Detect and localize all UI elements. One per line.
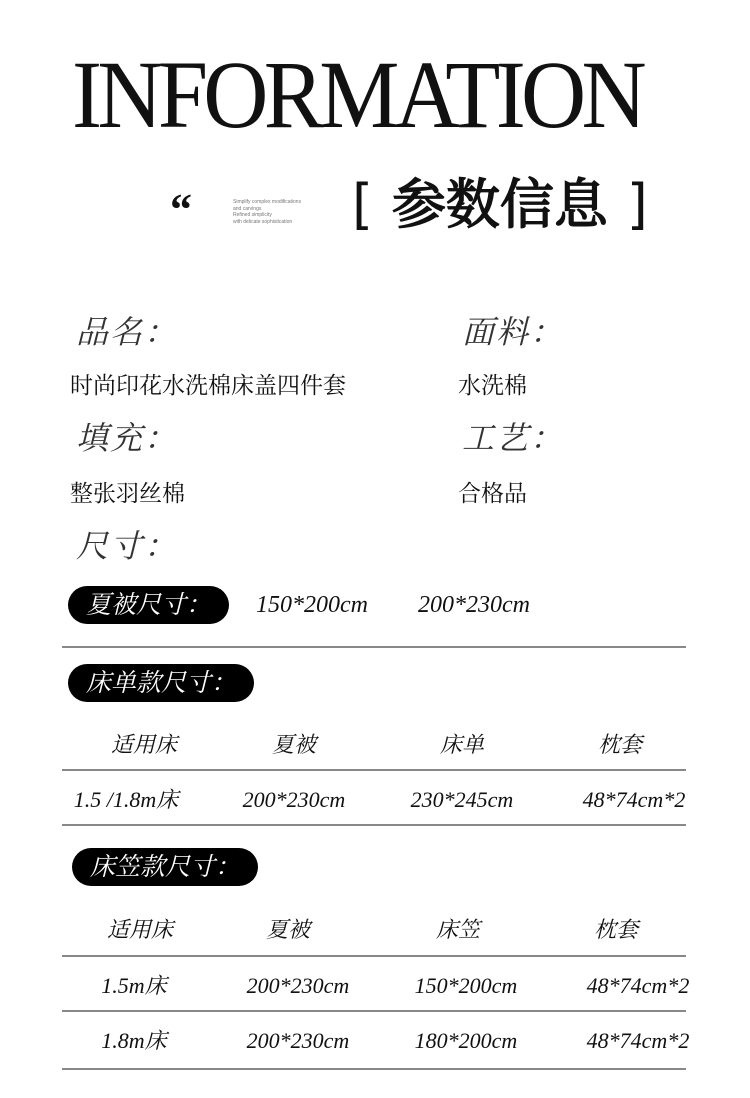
summer-quilt-size: 150*200cm (256, 592, 368, 618)
table-header: 枕套 (593, 917, 638, 942)
table-header: 夏被 (271, 732, 316, 757)
table-cell: 150*200cm (414, 973, 518, 998)
craft-label: 工艺： (462, 419, 565, 457)
section-title-text: 参数信息 (391, 173, 608, 236)
product-name-label: 品名： (76, 313, 179, 351)
bracket-close: ] (626, 173, 648, 236)
table-header: 床单 (439, 732, 484, 757)
tagline-line: and carvings (233, 205, 262, 212)
tagline (233, 199, 323, 225)
tagline-line: Simplify complex modifications (233, 199, 302, 205)
size-label: 尺寸： (76, 527, 179, 565)
table-header: 适用床 (110, 732, 177, 757)
tagline-line: with delicate sophistication (233, 218, 293, 225)
table-cell: 1.5m床 (101, 973, 167, 998)
tagline-line: Refined simplicity (233, 212, 272, 218)
divider (62, 1068, 686, 1070)
divider (62, 769, 686, 771)
fabric-value: 水洗棉 (458, 373, 527, 399)
table-cell: 48*74cm*2 (582, 787, 686, 812)
table-cell: 200*230cm (246, 1028, 350, 1053)
page-title: INFORMATION (72, 41, 642, 148)
table-header: 适用床 (106, 917, 173, 942)
table-cell: 230*245cm (410, 787, 514, 812)
table-header: 枕套 (597, 732, 642, 757)
table-cell: 48*74cm*2 (586, 1028, 690, 1053)
table-cell: 180*200cm (414, 1028, 518, 1053)
craft-value: 合格品 (458, 481, 527, 507)
summer-quilt-size-pill: 夏被尺寸： (68, 586, 229, 624)
fabric-label: 面料： (462, 313, 565, 351)
table-cell: 200*230cm (246, 973, 350, 998)
divider (62, 1010, 686, 1012)
table-cell: 48*74cm*2 (586, 973, 690, 998)
fitted-style-size-pill: 床笠款尺寸： (72, 848, 258, 886)
section-heading (352, 170, 648, 240)
table-cell: 200*230cm (242, 787, 346, 812)
table-header: 床笠 (435, 917, 480, 942)
divider (62, 955, 686, 957)
table-cell: 1.5 /1.8m床 (73, 787, 179, 812)
filling-label: 填充： (76, 419, 179, 457)
product-name-value: 时尚印花水洗棉床盖四件套 (70, 373, 346, 399)
divider (62, 824, 686, 826)
sheet-style-size-pill: 床单款尺寸： (68, 664, 254, 702)
table-header: 夏被 (265, 917, 310, 942)
divider (62, 646, 686, 648)
summer-quilt-size: 200*230cm (418, 592, 530, 618)
bracket-open: [ (352, 173, 374, 236)
quote-mark: “ (170, 185, 192, 234)
table-cell: 1.8m床 (101, 1028, 167, 1053)
filling-value: 整张羽丝棉 (70, 481, 185, 507)
